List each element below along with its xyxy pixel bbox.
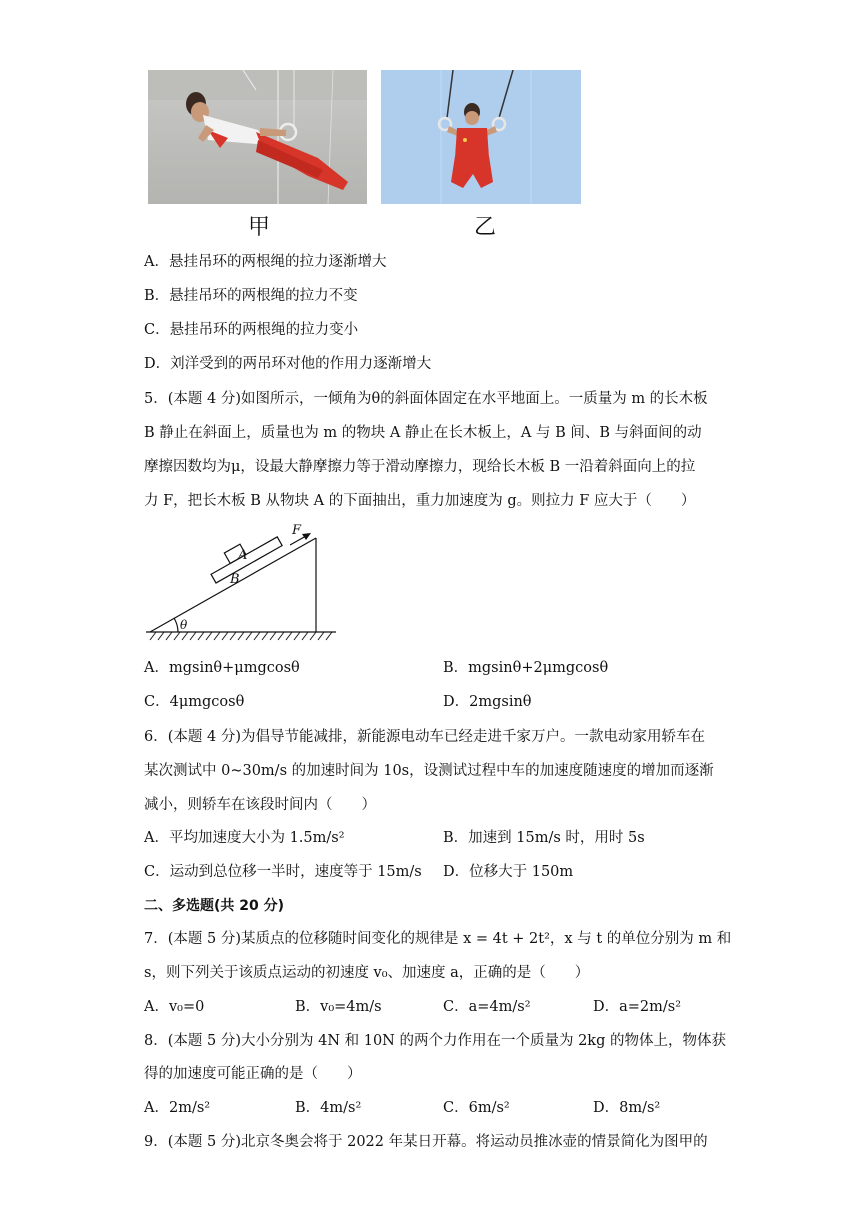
q8-option-c: C．6m/s² [443, 1100, 510, 1116]
q6-stem-line-1: 6．(本题 4 分)为倡导节能减排，新能源电动车已经走进千家万户。一款电动家用轿车在 [144, 729, 705, 745]
diagram-label-theta: θ [180, 618, 188, 632]
q5-option-c: C．4μmgcosθ [144, 694, 245, 710]
diagram-label-B: B [230, 572, 240, 587]
q8-option-b: B．4m/s² [295, 1100, 362, 1116]
q5-option-a: A．mgsinθ+μmgcosθ [144, 660, 300, 676]
diagram-label-A: A [238, 548, 248, 563]
q6-option-b: B．加速到 15m/s 时，用时 5s [443, 830, 645, 846]
q6-option-c: C．运动到总位移一半时，速度等于 15m/s [144, 864, 422, 880]
q5-stem-line-3: 摩擦因数均为μ，设最大静摩擦力等于滑动摩擦力，现给长木板 B 一沿着斜面向上的拉 [144, 459, 696, 475]
q6-option-d: D．位移大于 150m [443, 864, 574, 880]
q8-stem-line-2: 得的加速度可能正确的是（ ） [144, 1066, 362, 1082]
q9-stem-line-1: 9．(本题 5 分)北京冬奥会将于 2022 年某日开幕。将运动员推冰壶的情景简化为图甲的 [144, 1134, 708, 1150]
q4-option-b: B．悬挂吊环的两根绳的拉力不变 [144, 288, 358, 304]
q7-option-d: D．a=2m/s² [593, 999, 682, 1015]
q5-stem-line-4: 力 F，把长木板 B 从物块 A 的下面抽出，重力加速度为 g。则拉力 F 应大于（ ） [144, 493, 696, 509]
q6-option-a: A．平均加速度大小为 1.5m/s² [144, 830, 345, 846]
gymnast-photo-yi [381, 70, 581, 204]
q8-option-d: D．8m/s² [593, 1100, 661, 1116]
q8-option-a: A．2m/s² [144, 1100, 211, 1116]
q6-stem-line-2: 某次测试中 0~30m/s 的加速时间为 10s，设测试过程中车的加速度随速度的增加而逐渐 [144, 763, 714, 779]
q5-stem-line-2: B 静止在斜面上，质量也为 m 的物块 A 静止在长木板上，A 与 B 间、B 与斜面间的动 [144, 425, 702, 441]
gymnast-photo-jia [148, 70, 367, 204]
q4-option-a: A．悬挂吊环的两根绳的拉力逐渐增大 [144, 254, 387, 270]
diagram-label-F: F [292, 523, 302, 538]
section-title-multiple-choice: 二、多选题(共 20 分) [144, 898, 285, 914]
q5-option-d: D．2mgsinθ [443, 694, 532, 710]
q7-stem-line-1: 7．(本题 5 分)某质点的位移随时间变化的规律是 x = 4t + 2t²，x 与 t 的单位分别为 m 和 [144, 931, 732, 947]
q7-option-a: A．v₀=0 [144, 999, 205, 1015]
q6-stem-line-3: 减小，则轿车在该段时间内（ ） [144, 797, 376, 813]
q5-stem-line-1: 5．(本题 4 分)如图所示，一倾角为θ的斜面体固定在水平地面上。一质量为 m 的长木板 [144, 391, 708, 407]
q4-option-d: D．刘洋受到的两吊环对他的作用力逐渐增大 [144, 356, 432, 372]
incline-diagram [144, 520, 340, 644]
q7-stem-line-2: s，则下列关于该质点运动的初速度 v₀、加速度 a，正确的是（ ） [144, 965, 590, 981]
photo-caption-jia: 甲 [248, 215, 271, 240]
q7-option-b: B．v₀=4m/s [295, 999, 382, 1015]
photo-caption-yi: 乙 [474, 215, 497, 240]
q7-option-c: C．a=4m/s² [443, 999, 531, 1015]
q5-option-b: B．mgsinθ+2μmgcosθ [443, 660, 609, 676]
q8-stem-line-1: 8．(本题 5 分)大小分别为 4N 和 10N 的两个力作用在一个质量为 2kg 的物体上，物体获 [144, 1033, 726, 1049]
q4-option-c: C．悬挂吊环的两根绳的拉力变小 [144, 322, 359, 338]
